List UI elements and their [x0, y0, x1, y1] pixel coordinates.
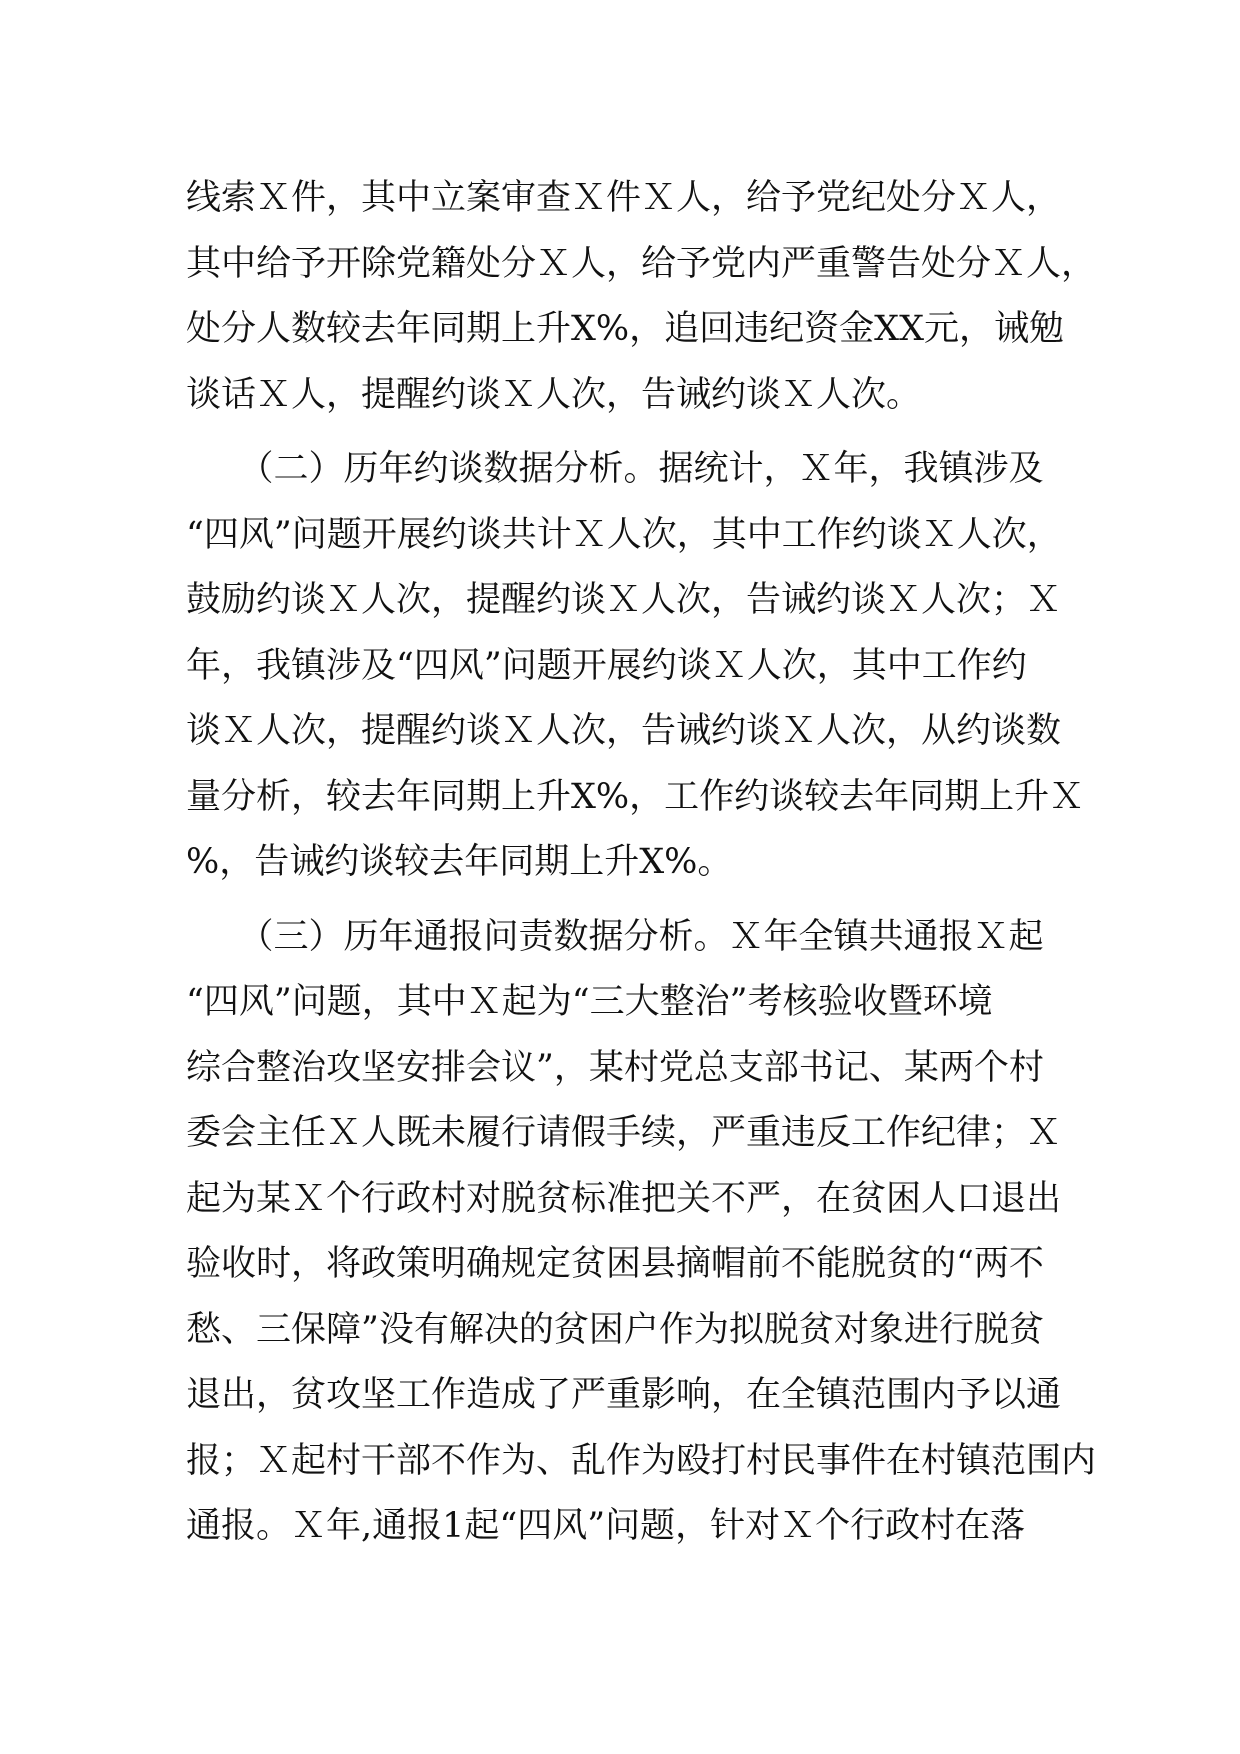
paragraph-1	[186, 166, 1097, 428]
text-line: 愁、三保障”没有解决的贫困户作为拟脱贫对象进行脱贫	[186, 1309, 1044, 1350]
text-line: 量分析，较去年同期上升X%，工作约谈较去年同期上升Ｘ	[186, 776, 1085, 817]
text-line: 谈话Ｘ人，提醒约谈Ｘ人次，告诫约谈Ｘ人次。	[186, 374, 922, 415]
text-line: 起为某Ｘ个行政村对脱贫标准把关不严，在贫困人口退出	[186, 1178, 1062, 1219]
paragraph-3	[186, 905, 1097, 1560]
text-line: 其中给予开除党籍处分Ｘ人，给予党内严重警告处分Ｘ人，	[186, 243, 1097, 284]
text-line: 年，我镇涉及“四风”问题开展约谈Ｘ人次，其中工作约	[186, 645, 1027, 686]
text-line: 处分人数较去年同期上升X%，追回违纪资金XX元，诫勉	[186, 309, 1065, 349]
text-line: “四风”问题开展约谈共计Ｘ人次，其中工作约谈Ｘ人次，	[186, 514, 1062, 555]
text-line: 委会主任Ｘ人既未履行请假手续，严重违反工作纪律；Ｘ	[186, 1113, 1062, 1153]
text-line: “四风”问题，其中Ｘ起为“三大整治”考核验收暨环境	[186, 982, 993, 1022]
text-line: （三）历年通报问责数据分析。Ｘ年全镇共通报Ｘ起	[186, 916, 1044, 957]
text-line: 验收时，将政策明确规定贫困县摘帽前不能脱贫的“两不	[186, 1244, 1044, 1284]
document-body	[186, 166, 1097, 1560]
paragraph-2	[186, 437, 1085, 896]
text-line: 综合整治攻坚安排会议”，某村党总支部书记、某两个村	[186, 1047, 1044, 1088]
text-line: 报；Ｘ起村干部不作为、乱作为殴打村民事件在村镇范围内	[186, 1440, 1097, 1481]
text-line: 谈Ｘ人次，提醒约谈Ｘ人次，告诫约谈Ｘ人次，从约谈数	[186, 711, 1062, 751]
text-line: 线索Ｘ件，其中立案审查Ｘ件Ｘ人，给予党纪处分Ｘ人，	[186, 178, 1062, 218]
text-line: （二）历年约谈数据分析。据统计，Ｘ年，我镇涉及	[186, 449, 1044, 489]
text-line: %，告诫约谈较去年同期上升X%。	[186, 842, 733, 882]
text-line: 鼓励约谈Ｘ人次，提醒约谈Ｘ人次，告诫约谈Ｘ人次；Ｘ	[186, 580, 1062, 620]
text-line: 退出，贫攻坚工作造成了严重影响，在全镇范围内予以通	[186, 1375, 1062, 1415]
text-line: 通报。Ｘ年,通报1起“四风”问题，针对Ｘ个行政村在落	[186, 1506, 1026, 1546]
